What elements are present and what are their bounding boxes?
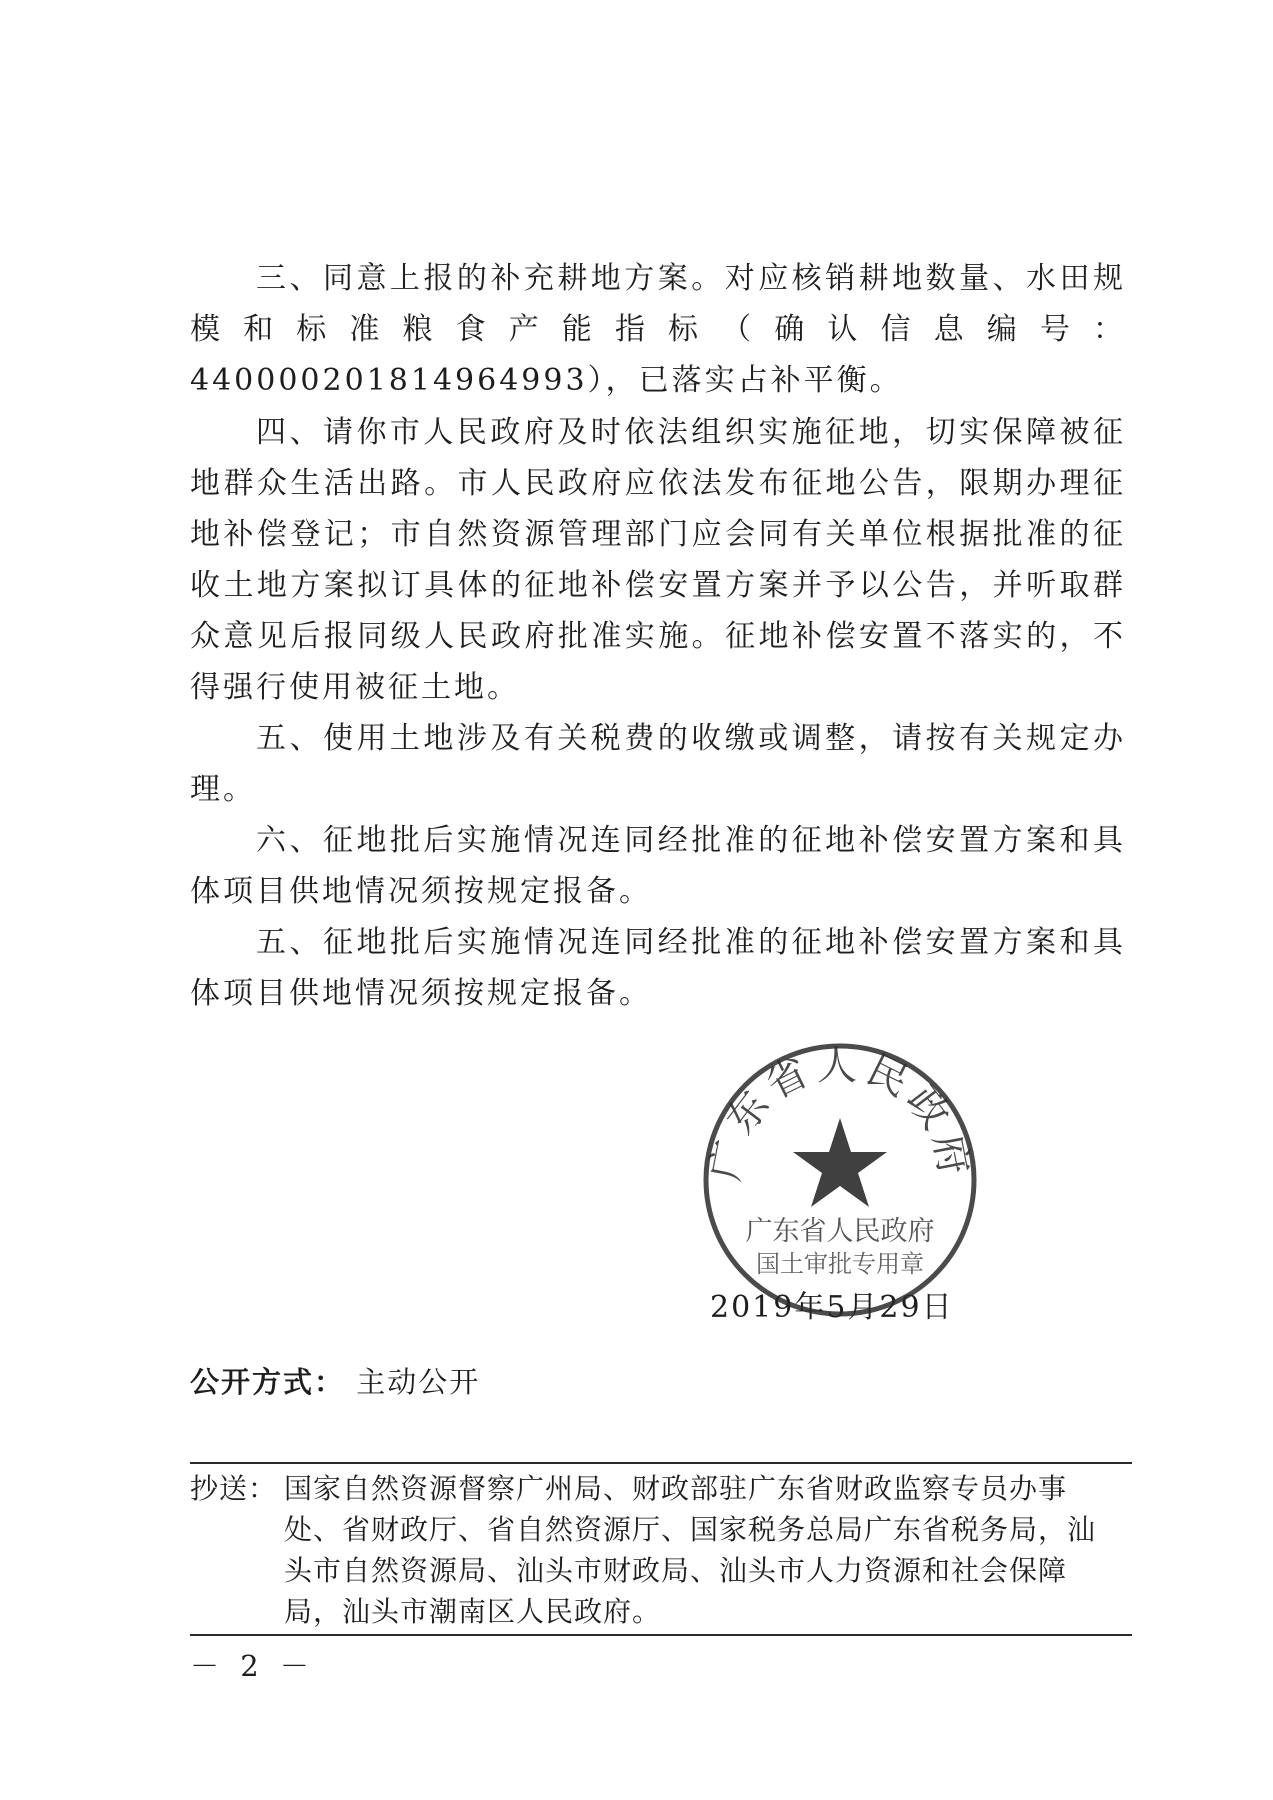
seal-outer-text: 广东省人民政府 — [702, 1042, 978, 1185]
paragraph-4-land-acquisition: 四、请你市人民政府及时依法组织实施征地，切实保障被征地群众生活出路。市人民政府应依法发布征地公告，限期办理征地补偿登记；市自然资源管理部门应会同有关单位根据批准的征收土地方案拟订具体的征地补偿安置方案并予以公告，并听取群众意见后报同级人民政府批准实施。征地补偿安置不落实的，不得强行使用被征土地。 — [190, 415, 1126, 705]
official-seal — [700, 1040, 980, 1320]
paragraph-5-taxes-fees: 五、使用土地涉及有关税费的收缴或调整，请按有关规定办理。 — [190, 721, 1126, 807]
cc-label: 抄送： — [190, 1472, 278, 1505]
paragraph-6-post-approval-report: 六、征地批后实施情况连同经批准的征地补偿安置方案和具体项目供地情况须按规定报备。 — [190, 823, 1126, 909]
seal-inner-line1: 广东省人民政府 — [745, 1216, 935, 1247]
star-icon — [793, 1118, 887, 1207]
signature-date: 2019年5月29日 — [710, 1290, 954, 1325]
disclosure-value: 主动公开 — [356, 1365, 481, 1399]
cc-top-rule — [190, 1462, 1132, 1464]
cc-list — [190, 1468, 1132, 1632]
page-number: － 2 － — [190, 1649, 315, 1683]
paragraph-3-farmland-compensation: 三、同意上报的补充耕地方案。对应核销耕地数量、水田规模和标准粮食产能指标（确认信息编号：440000201814964993），已落实占补平衡。 — [190, 261, 1126, 398]
seal-inner-line2: 国土审批专用章 — [756, 1250, 924, 1278]
disclosure-method — [190, 1360, 480, 1401]
cc-recipients: 国家自然资源督察广州局、财政部驻广东省财政监察专员办事处、省财政厅、省自然资源厅、国家税务总局广东省税务局，汕头市自然资源局、汕头市财政局、汕头市人力资源和社会保障局，汕头市潮南区人民政府。 — [284, 1472, 1097, 1628]
disclosure-label: 公开方式： — [190, 1365, 346, 1399]
cc-bottom-rule — [190, 1634, 1132, 1636]
paragraph-5-repeat-report: 五、征地批后实施情况连同经批准的征地补偿安置方案和具体项目供地情况须按规定报备。 — [190, 925, 1126, 1011]
